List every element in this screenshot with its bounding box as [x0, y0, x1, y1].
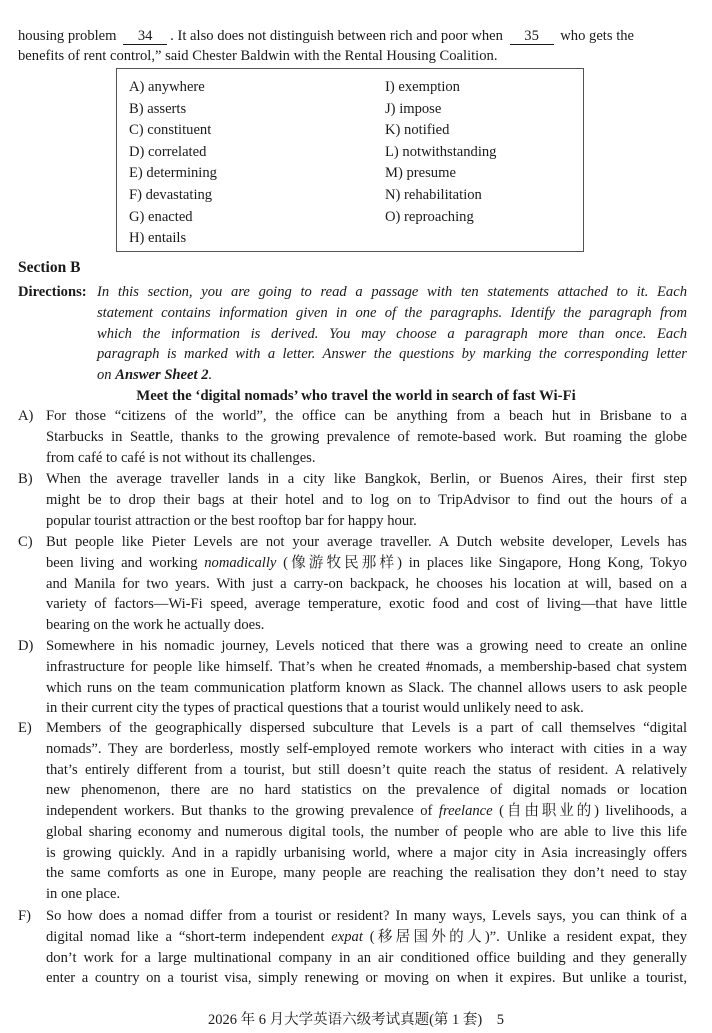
intro-line-2: benefits of rent control,” said Chester Baldwin with the Rental Housing Coalition.	[18, 48, 498, 64]
word-bank	[116, 68, 584, 252]
intro-text: who gets the	[560, 28, 635, 44]
word-option: H) entails	[129, 230, 187, 247]
paragraph-line: new phenomenon, there are no hard statistics on the prevalence of digital nomads or location	[46, 782, 687, 799]
paragraph-text: (像游牧民那样) in places like Singapore, Hong Kong, Tokyo	[283, 554, 687, 571]
italic-term: nomadically	[204, 554, 277, 571]
paragraph-letter-f: F)	[18, 908, 31, 924]
page-footer: 2026 年 6 月大学英语六级考试真题(第 1 套) 5	[207, 1012, 505, 1028]
paragraph-text: independent workers. But thanks to the growing prevalence of	[46, 803, 433, 819]
paragraph-line: So how does a nomad differ from a tourist or resident? In many ways, Levels says, you can think of a	[46, 908, 687, 924]
paragraph-letter-e: E)	[18, 720, 32, 736]
paragraph-line: nomads”. They are borderless, mostly self-employed remote workers who interact with cities in a way	[46, 740, 687, 757]
directions-label: Directions:	[18, 284, 87, 300]
paragraph-line: in their current city the types of practical questions that a tourist would unlikely need to ask.	[46, 700, 584, 717]
intro-line-1	[18, 26, 688, 46]
word-option: K) notified	[385, 122, 450, 139]
paragraph-line: that’s entirely different from a tourist, but still doesn’t quite reach the status of resident. A relatively	[46, 761, 687, 778]
paragraph-line: Starbucks in Seattle, thanks to the growing prevalence of remote-based work. But roaming the globe	[46, 428, 687, 445]
word-option: C) constituent	[129, 122, 212, 139]
directions-text: on	[97, 367, 112, 383]
paragraph-line: enter a country on a tourist visa, simply renewing or moving on when it expires. But unlike a tourist,	[46, 970, 687, 987]
paragraph-text: (自由职业的) livelihoods, a	[499, 803, 687, 819]
paragraph-line: popular tourist attraction or the best rooftop bar for happy hour.	[46, 512, 417, 529]
intro-text: housing problem	[18, 28, 117, 44]
answer-sheet-ref: Answer Sheet 2	[115, 367, 209, 383]
word-option: N) rehabilitation	[385, 187, 482, 203]
paragraph-line: variety of factors—Wi-Fi speed, average temperature, exotic food and cost of living—that have little	[46, 596, 687, 613]
blank-35[interactable]: 35	[510, 28, 554, 45]
paragraph-line: is growing quickly. And in a rapidly urbanising world, where a major city in Asia increasingly offers	[46, 844, 687, 861]
word-option: J) impose	[385, 100, 442, 117]
paragraph-line	[46, 801, 687, 821]
paragraph-line: Somewhere in his nomadic journey, Levels noticed that there was a growing need to create an online	[46, 638, 687, 654]
section-heading: Section B	[18, 259, 81, 276]
paragraph-line: might be to drop their bags at their hotel and to log on to TripAdvisor to find out the hours of a	[46, 491, 687, 508]
directions-line: paragraph is marked with a letter. Answer the questions by marking the corresponding letter	[97, 346, 687, 363]
paragraph-line: bearing on the work he actually does.	[46, 617, 265, 633]
paragraph-line: the same comforts as one in Europe, many people are reaching the realisation they don’t need to stay	[46, 865, 687, 882]
paragraph-line: and Manila for two years. With just a carry-on backpack, he chooses his location at will, based on a	[46, 575, 687, 592]
word-option: F) devastating	[129, 187, 213, 203]
word-option: I) exemption	[385, 79, 460, 95]
paragraph-line: infrastructure for people like himself. That’s when he created #nomads, a membership-based chat system	[46, 658, 687, 675]
paragraph-letter-c: C)	[18, 534, 33, 550]
paragraph-letter-a: A)	[18, 408, 34, 424]
paragraph-line: When the average traveller lands in a city like Bangkok, Berlin, or Buenos Aires, their first step	[46, 471, 687, 487]
italic-term: freelance	[438, 803, 493, 819]
paragraph-line: For those “citizens of the world”, the office can be anything from a beach hut in Brisbane to a	[46, 408, 687, 424]
directions-line: In this section, you are going to read a passage with ten statements attached to it. Each	[97, 284, 687, 300]
paragraph-line	[46, 553, 687, 573]
paragraph-letter-d: D)	[18, 638, 34, 654]
word-option: M) presume	[385, 165, 456, 182]
paragraph-line: Members of the geographically dispersed subculture that Levels is a part of call themselves “digital	[46, 720, 687, 736]
italic-term: expat	[331, 928, 363, 945]
word-option: A) anywhere	[129, 79, 205, 95]
paragraph-line: from café to café is not without its challenges.	[46, 449, 316, 466]
word-option: E) determining	[129, 165, 217, 182]
directions-last-line	[97, 365, 212, 385]
paragraph-line: don’t work for a large multinational company in an air conditioned office building and they generally	[46, 949, 687, 966]
paragraph-line: But people like Pieter Levels are not your average traveller. A Dutch website developer, Levels has	[46, 534, 687, 550]
blank-34[interactable]: 34	[123, 28, 167, 45]
directions-line: which the information is derived. You may choose a paragraph more than once. Each	[97, 325, 687, 342]
word-option: B) asserts	[129, 100, 187, 117]
paragraph-text: digital nomad like a “short-term independent	[46, 928, 325, 945]
passage-title: Meet the ‘digital nomads’ who travel the world in search of fast Wi-Fi	[136, 388, 576, 404]
directions-text: .	[208, 367, 213, 383]
paragraph-text: (移居国外的人)”. Unlike a resident expat, they	[369, 928, 687, 945]
word-option: D) correlated	[129, 143, 207, 160]
paragraph-line: which runs on the team communication platform known as Slack. The channel allows users to ask people	[46, 679, 687, 696]
word-option: G) enacted	[129, 208, 193, 225]
paragraph-line: in one place.	[46, 886, 121, 902]
word-option: O) reproaching	[385, 208, 474, 225]
directions-line: statement contains information given in one of the paragraphs. Identify the paragraph from	[97, 304, 687, 321]
word-option: L) notwithstanding	[385, 143, 497, 160]
intro-text: . It also does not distinguish between rich and poor when	[170, 28, 503, 44]
paragraph-letter-b: B)	[18, 471, 33, 487]
paragraph-text: been living and working	[46, 554, 198, 571]
paragraph-line: global sharing economy and numerous digital tools, the number of people who are able to live this life	[46, 823, 687, 840]
paragraph-line	[46, 927, 687, 947]
